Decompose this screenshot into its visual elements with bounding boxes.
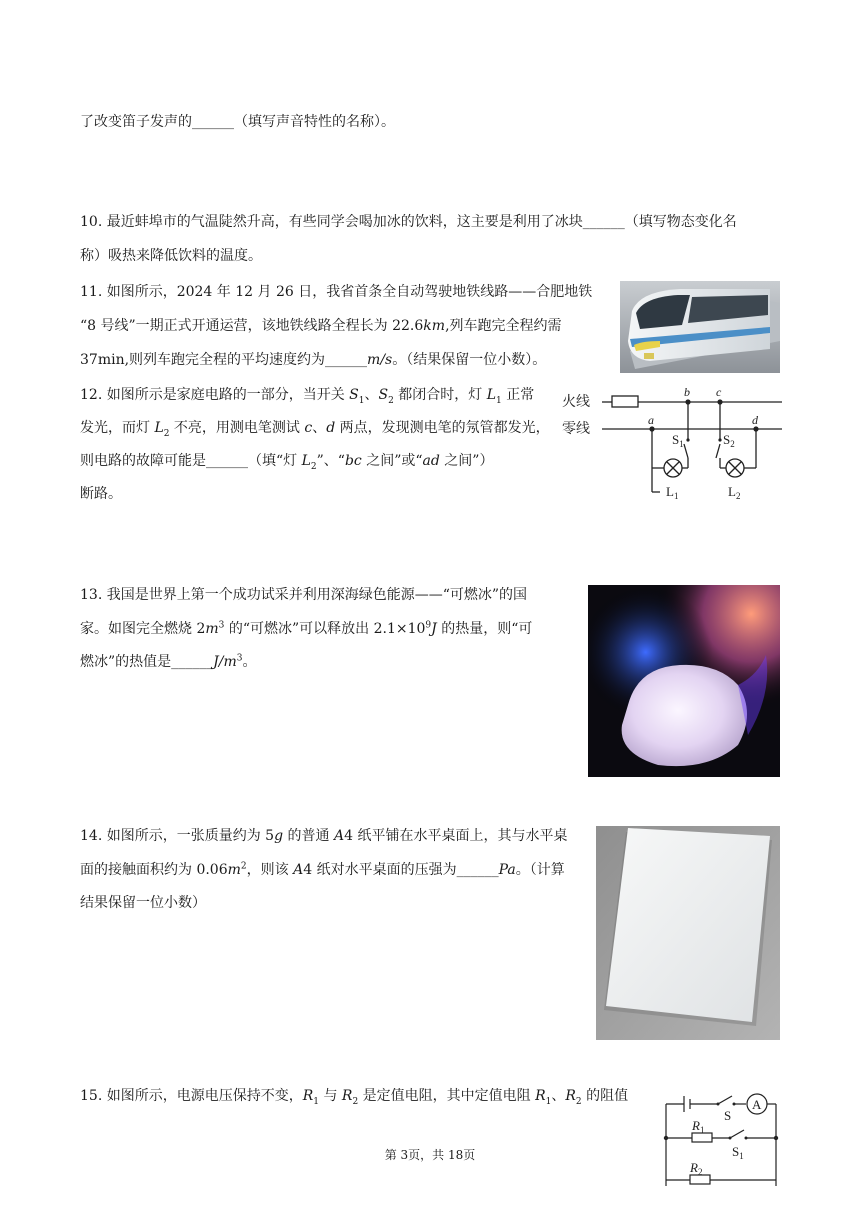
- q13-line-2: [80, 619, 532, 639]
- q12-text: 不亮，用测电笔测试: [169, 420, 305, 436]
- q11-text-c: 37min,则列车跑完全程的平均速度约为: [80, 352, 326, 368]
- q9-text-a: 了改变笛子发声的: [80, 114, 192, 130]
- q12-line-1: [80, 385, 534, 405]
- resistor-label: R: [565, 1088, 576, 1104]
- unit-m: m: [205, 621, 219, 637]
- q14-line-3: 结果保留一位小数）: [80, 895, 206, 911]
- subscript: 1: [545, 1096, 552, 1107]
- superscript: 3: [236, 653, 243, 664]
- unit-j: J: [431, 621, 437, 637]
- q14-text: 。（计算: [515, 862, 565, 878]
- q14-text: 纸对水平桌面的压强为: [312, 862, 457, 878]
- subscript: 1: [496, 395, 502, 406]
- q9-line: [80, 112, 395, 132]
- answer-blank: ______: [192, 114, 234, 130]
- superscript: 3: [218, 620, 225, 631]
- neutral-wire-label: 零线: [562, 422, 590, 437]
- segment-label: bc: [344, 453, 362, 469]
- switch-s1-label: $S_1$: [732, 1144, 744, 1161]
- q10-line-2: 称）吸热来降低饮料的温度。: [80, 248, 262, 264]
- q10-text-a: 10. 最近蚌埠市的气温陡然升高，有些同学会喝加冰的饮料，这主要是利用了冰块: [80, 214, 583, 230]
- paper-a-letter: A: [293, 862, 304, 878]
- subscript: 2: [388, 395, 394, 406]
- q12-text: ”、“: [316, 453, 345, 469]
- q11-line-1: 11. 如图所示，2024 年 12 月 26 日，我省首条全自动驾驶地铁线路——合肥地铁: [80, 284, 593, 300]
- lamp-l1-label: $L_1$: [666, 484, 679, 501]
- q14-text: 的普通: [283, 828, 334, 844]
- q13-text: 的“可燃冰”可以释放出 2.1×10: [224, 621, 426, 637]
- q10-line-1: [80, 212, 737, 232]
- q12-text: 正常: [501, 387, 535, 403]
- q11-text-d: 。（结果保留一位小数）。: [392, 352, 547, 368]
- unit-pa: Pa: [498, 862, 516, 878]
- subscript: 2: [310, 461, 317, 472]
- q12-text: 则电路的故障可能是: [80, 453, 206, 469]
- lamp-label: L: [154, 420, 164, 436]
- series-parallel-circuit-diagram: [660, 1086, 782, 1192]
- q14-text: 纸平铺在水平桌面上，其与水平桌: [353, 828, 568, 844]
- q12-line-4: 断路。: [80, 486, 122, 502]
- paper-a-letter: A: [333, 828, 345, 844]
- q12-text: 两点，发现测电笔的氖管都发光，: [335, 420, 550, 436]
- separator: 、: [551, 1088, 566, 1104]
- point-label: c: [304, 420, 313, 436]
- q14-line-1: [80, 826, 567, 846]
- q15-text: 的阻值: [581, 1088, 629, 1104]
- combustible-ice-image: [588, 585, 780, 777]
- subscript: 1: [358, 395, 365, 406]
- resistor-label: R: [302, 1088, 314, 1104]
- q12-text: 之间”）: [439, 453, 494, 469]
- q14-text: 面的接触面积约为 0.06: [80, 862, 228, 878]
- answer-blank: ______: [325, 352, 368, 368]
- unit-g: g: [274, 828, 284, 844]
- unit-jm: J/m: [213, 654, 237, 670]
- separator: 、: [312, 420, 327, 436]
- switch-s2-label: $S_2$: [723, 432, 735, 449]
- q12-line-2: [80, 418, 550, 438]
- switch-label: S: [349, 387, 359, 403]
- point-a-label: a: [648, 413, 654, 427]
- paper-size-digit: 4: [344, 828, 353, 844]
- point-d-label: d: [752, 413, 758, 427]
- q12-text: 都闭合时，灯: [393, 387, 487, 403]
- point-b-label: b: [684, 385, 690, 399]
- subway-train-image: [620, 281, 780, 373]
- q12-text: 12. 如图所示是家庭电路的一部分，当开关: [80, 387, 350, 403]
- subscript: 1: [313, 1096, 319, 1107]
- subscript: 2: [575, 1096, 582, 1107]
- q15-text: 15. 如图所示，电源电压保持不变，: [80, 1088, 303, 1104]
- q12-text: 发光，而灯: [80, 420, 155, 436]
- q11-line-2: [80, 316, 562, 336]
- answer-blank: ______: [582, 214, 625, 230]
- point-c-label: c: [716, 385, 722, 399]
- live-wire-label: 火线: [562, 395, 590, 410]
- q14-text: 14. 如图所示，一张质量约为 5: [80, 828, 275, 844]
- household-circuit-diagram: [560, 384, 785, 506]
- q11-text-a: “8 号线”一期正式开通运营，该地铁线路全程长为 22.6: [80, 318, 424, 334]
- switch-s-label: S: [724, 1108, 732, 1123]
- page-number-footer: 第 3页，共 18页: [384, 1148, 476, 1162]
- answer-blank: ______: [206, 453, 248, 469]
- resistor-label: R: [341, 1088, 353, 1104]
- q13-text: 的热量，则“可: [436, 621, 533, 637]
- separator: 、: [364, 387, 379, 403]
- q13-text: 。: [242, 654, 257, 670]
- lamp-l2-label: $L_2$: [728, 484, 741, 501]
- q15-line-1: [80, 1086, 628, 1106]
- q12-line-3: [80, 451, 493, 471]
- superscript: 2: [240, 861, 247, 872]
- lamp-label: L: [486, 387, 497, 403]
- subscript: 2: [163, 428, 170, 439]
- unit-m: m: [227, 862, 241, 878]
- q13-text: 家。如图完全燃烧 2: [80, 621, 206, 637]
- superscript: 9: [425, 620, 432, 631]
- q14-text: ，则该: [246, 862, 294, 878]
- q13-text: 燃冰”的热值是: [80, 654, 172, 670]
- resistor-label: R: [535, 1088, 546, 1104]
- q13-line-1: 13. 我国是世界上第一个成功试采并利用深海绿色能源——“可燃冰”的国: [80, 587, 528, 603]
- q12-text: （填“灯: [248, 453, 302, 469]
- resistor-r1-label: $R_1$: [692, 1118, 705, 1135]
- q13-line-3: [80, 652, 257, 672]
- q15-text: 是定值电阻，其中定值电阻: [358, 1088, 536, 1104]
- unit-km: km: [423, 318, 446, 334]
- answer-blank: ______: [171, 654, 214, 670]
- unit-ms: m/s: [367, 352, 393, 368]
- resistor-r2-label: $R_2$: [690, 1160, 703, 1177]
- q10-text-b: （填写物态变化名: [624, 214, 737, 230]
- q12-text: 之间”或“: [361, 453, 423, 469]
- q11-text-b: ,列车跑完全程约需: [445, 318, 562, 334]
- switch-s1-label: $S_1$: [672, 432, 684, 449]
- lamp-label: L: [301, 453, 311, 469]
- ammeter-icon: A: [752, 1097, 762, 1112]
- subscript: 2: [352, 1096, 359, 1107]
- q14-line-2: [80, 860, 565, 880]
- a4-paper-image: [596, 826, 780, 1040]
- point-label: d: [326, 420, 336, 436]
- paper-size-digit: 4: [303, 862, 313, 878]
- q11-line-3: [80, 350, 546, 370]
- segment-label: ad: [422, 453, 440, 469]
- switch-label: S: [378, 387, 389, 403]
- answer-blank: ______: [456, 862, 499, 878]
- q9-text-b: （填写声音特性的名称）。: [234, 114, 395, 130]
- q15-text: 与: [319, 1088, 342, 1104]
